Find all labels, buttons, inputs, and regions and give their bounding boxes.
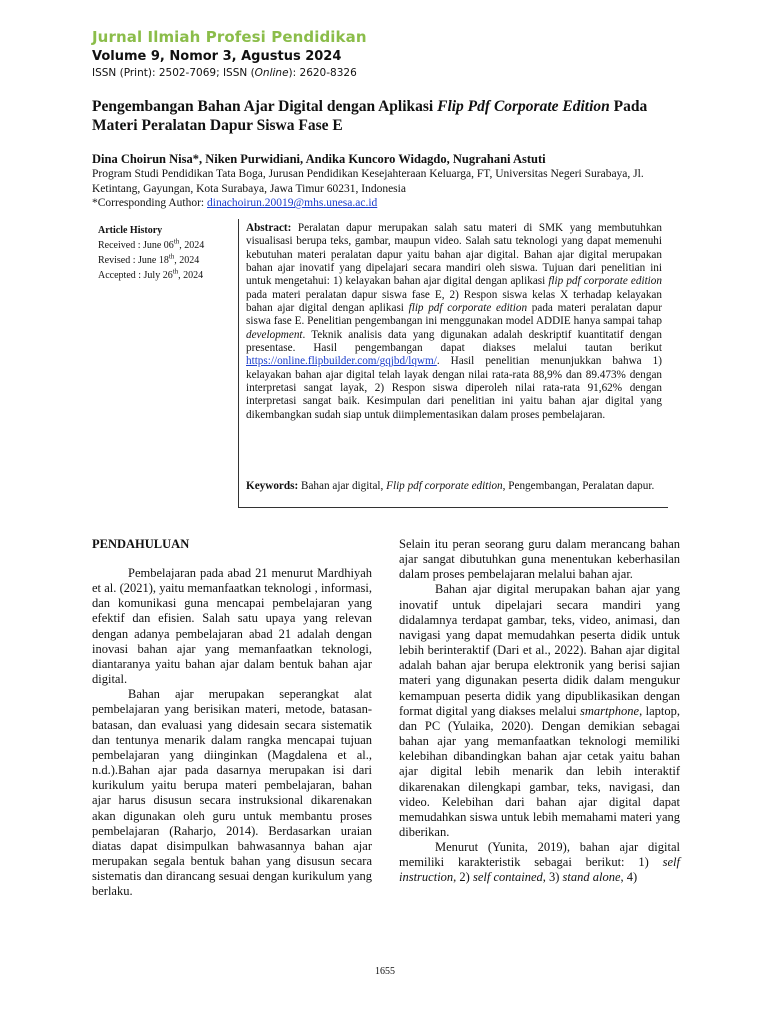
right-p2-italic: smartphone: [580, 703, 640, 718]
right-paragraph-3: [399, 840, 680, 885]
corresponding-author: [92, 196, 692, 211]
left-paragraph-2: Bahan ajar merupakan seperangkat alat pembelajaran yang berisikan materi, metode, batasan-batasan, dan evaluasi yang didesain secara sistematik dan tentunya menarik dalam rangka mencapai tujuan pembelajaran yang diinginkan (Magdalena et al., n.d.).Bahan ajar pada dasarnya merupakan isi dari kurikulum yaitu berupa materi pembelajaran, bahan ajar harus disusun secara instruksional dikarenakan akan digunakan oleh guru untuk membantu proses pembelajaran (Raharjo, 2014). Berdasarkan uraian diatas dapat disimpulkan bahwasannya bahan ajar merupakan segala bentuk bahan yang disusun secara sistematis dan dirancang sesuai dengan kurikulum yang berlaku.: [92, 687, 372, 899]
paper-title: [92, 97, 682, 135]
abstract-text-3: pada materi peralatan dapur siswa fase E. Penelitian pengembangan ini menggunakan model ADDIE hanya sampai tahap: [246, 302, 662, 328]
affiliation: [92, 167, 692, 211]
abstract-label: Abstract:: [246, 222, 292, 234]
title-part1: Pengembangan Bahan Ajar Digital dengan Aplikasi: [92, 98, 438, 115]
right-p3-italic-2: self contained: [472, 870, 543, 885]
issn-prefix: ISSN (Print): 2502-7069; ISSN (: [92, 67, 255, 79]
left-column: [92, 537, 372, 899]
abstract-text-1: Peralatan dapur merupakan salah satu materi di SMK yang membutuhkan visualisasi berupa teks, gambar, maupun video. Salah satu teknologi yang dapat memenuhi kebutuhan materi peralatan dapur yaitu bahan ajar digital. Bahan ajar digital merupakan bahan ajar inovatif yang dipelajari secara mandiri oleh siswa. Tujuan dari penelitian ini untuk mengetahui: 1) kelayakan bahan ajar digital dengan aplikasi: [246, 222, 662, 288]
title-italic: Flip Pdf Corporate Edition: [437, 98, 610, 115]
article-history: [98, 223, 233, 283]
received-sup: th: [173, 237, 180, 246]
left-paragraph-1: Pembelajaran pada abad 21 menurut Mardhiyah et al. (2021), yaitu memanfaatkan teknologi , informasi, dan komunikasi guna mencapai pembelajaran yang efektif dan efisien. Salah satu upaya yang relevan dengan adanya pembelajaran abad 21 adalah dengan inovasi bahan ajar yang memanfaatkan teknologi, diantaranya yaitu bahan ajar dalam bentuk bahan ajar digital.: [92, 566, 372, 687]
horizontal-divider: [238, 507, 668, 508]
right-p3-italic-3: stand alone: [562, 870, 621, 885]
right-p2-text-b: , laptop, dan PC (Yulaika, 2020). Dengan demikian sebagai bahan ajar yang memanfaatkan teknologi memiliki kelebihan dibandingkan bahan ajar cetak yaitu bahan ajar digital lebih menarik dan lebih interaktif dikarenakan dilengkapi gambar, teks, navigasi, dan video. Kelebihan dari bahan ajar digital dapat memudahkan siswa untuk lebih memahami materi yang diberikan.: [399, 703, 680, 839]
accepted-prefix: Accepted : July 26: [98, 270, 173, 281]
journal-header: [92, 28, 692, 80]
abstract-italic-2: flip pdf corporate edition: [408, 302, 528, 315]
right-paragraph-2: [399, 582, 680, 840]
title-part2: Pada Materi Peralatan Dapur Siswa Fase E: [92, 98, 648, 134]
received-year: , 2024: [179, 240, 205, 251]
right-p2-text-a: Bahan ajar digital merupakan bahan ajar yang inovatif untuk dipelajari secara mandiri yang didalamnya terdapat gambar, teks, video, animasi, dan navigasi yang dapat memudahkan peserta didik untuk lebih berinteraktif (Dari et al., 2022). Bahan ajar digital adalah bahan ajar berupa elektronik yang berisi sajian materi yang digunakan peserta didik dalam mengukur kemampuan peserta didik yang dipublikasikan dengan format digital yang diakses melalui: [399, 582, 680, 718]
right-p3-text-a: Menurut (Yunita, 2019), bahan ajar digital memiliki karakteristik sebagai berikut: 1): [399, 840, 680, 870]
journal-title: Jurnal Ilmiah Profesi Pendidikan: [92, 28, 367, 46]
abstract-italic-3: development: [246, 328, 303, 341]
right-column: [399, 537, 680, 886]
abstract: [246, 222, 662, 422]
abstract-text-2: pada materi peralatan dapur siswa fase E, 2) Respon siswa kelas X terhadap kelayakan bahan ajar digital dengan aplikasi: [246, 288, 662, 315]
issn-online-word: Online: [254, 67, 289, 79]
accepted-sup: th: [172, 267, 179, 276]
history-title: Article History: [98, 225, 163, 236]
vertical-divider: [238, 219, 239, 507]
email-link[interactable]: dinachoirun.20019@mhs.unesa.ac.id: [207, 197, 378, 209]
corresponding-label: *Corresponding Author:: [92, 197, 207, 209]
right-p3-text-c: , 3): [542, 870, 563, 885]
revised-year: , 2024: [174, 255, 200, 266]
right-p3-text-b: , 2): [453, 870, 473, 885]
issn-suffix: ): 2620-8326: [288, 67, 357, 79]
accepted-year: , 2024: [178, 270, 204, 281]
revised-sup: th: [168, 252, 175, 261]
section-heading-pendahuluan: PENDAHULUAN: [92, 537, 190, 551]
journal-issn: [92, 66, 692, 80]
history-revised: [98, 253, 233, 268]
right-p3-text-d: , 4): [620, 870, 638, 885]
received-prefix: Received : June 06: [98, 240, 174, 251]
author-list: Dina Choirun Nisa*, Niken Purwidiani, Andika Kuncoro Widagdo, Nugrahani Astuti: [92, 152, 546, 166]
abstract-text-4: . Teknik analisis data yang digunakan adalah deskriptif kuantitatif dengan presentase. Hasil pengembangan dapat diakses melalui tautan berikut: [246, 328, 662, 355]
keywords-label: Keywords:: [246, 480, 299, 492]
history-accepted: [98, 268, 233, 283]
keywords-text-2: , Pengembangan, Peralatan dapur.: [502, 480, 655, 492]
page-number: 1655: [375, 966, 395, 977]
abstract-italic-1: flip pdf corporate edition: [548, 275, 662, 288]
flipbook-link[interactable]: https://online.flipbuilder.com/gqjbd/lqwm/: [246, 355, 437, 368]
affiliation-text: Program Studi Pendidikan Tata Boga, Jurusan Pendidikan Kesejahteraan Keluarga, FT, Universitas Negeri Surabaya, Jl. Ketintang, Gayungan, Kota Surabaya, Jawa Timur 60231, Indonesia: [92, 168, 644, 195]
abstract-text-5: . Hasil penelitian menunjukkan bahwa 1) kelayakan bahan ajar digital telah layak dengan nilai rata-rata 88,9% dan 89.473% dengan interpretasi sangat layak, 2) Respon siswa diperoleh nilai rata-rata 91,62% dengan interpretasi sangat baik. Kesimpulan dari penelitian ini yaitu bahan ajar digital yang dikembangkan sudah siap untuk diimplementasikan dalam proses pembelajaran.: [246, 355, 662, 421]
right-p3-italic-1: self instruction: [399, 855, 680, 885]
history-received: [98, 238, 233, 253]
journal-volume: Volume 9, Nomor 3, Agustus 2024: [92, 49, 342, 64]
keywords-text-1: Bahan ajar digital,: [298, 480, 387, 492]
revised-prefix: Revised : June 18: [98, 255, 169, 266]
right-paragraph-1: Selain itu peran seorang guru dalam merancang bahan ajar sangat dibutuhkan guna menentukan keberhasilan dalam proses pembelajaran melalui bahan ajar.: [399, 537, 680, 582]
keywords: [246, 480, 662, 494]
keywords-italic: Flip pdf corporate edition: [386, 480, 503, 492]
